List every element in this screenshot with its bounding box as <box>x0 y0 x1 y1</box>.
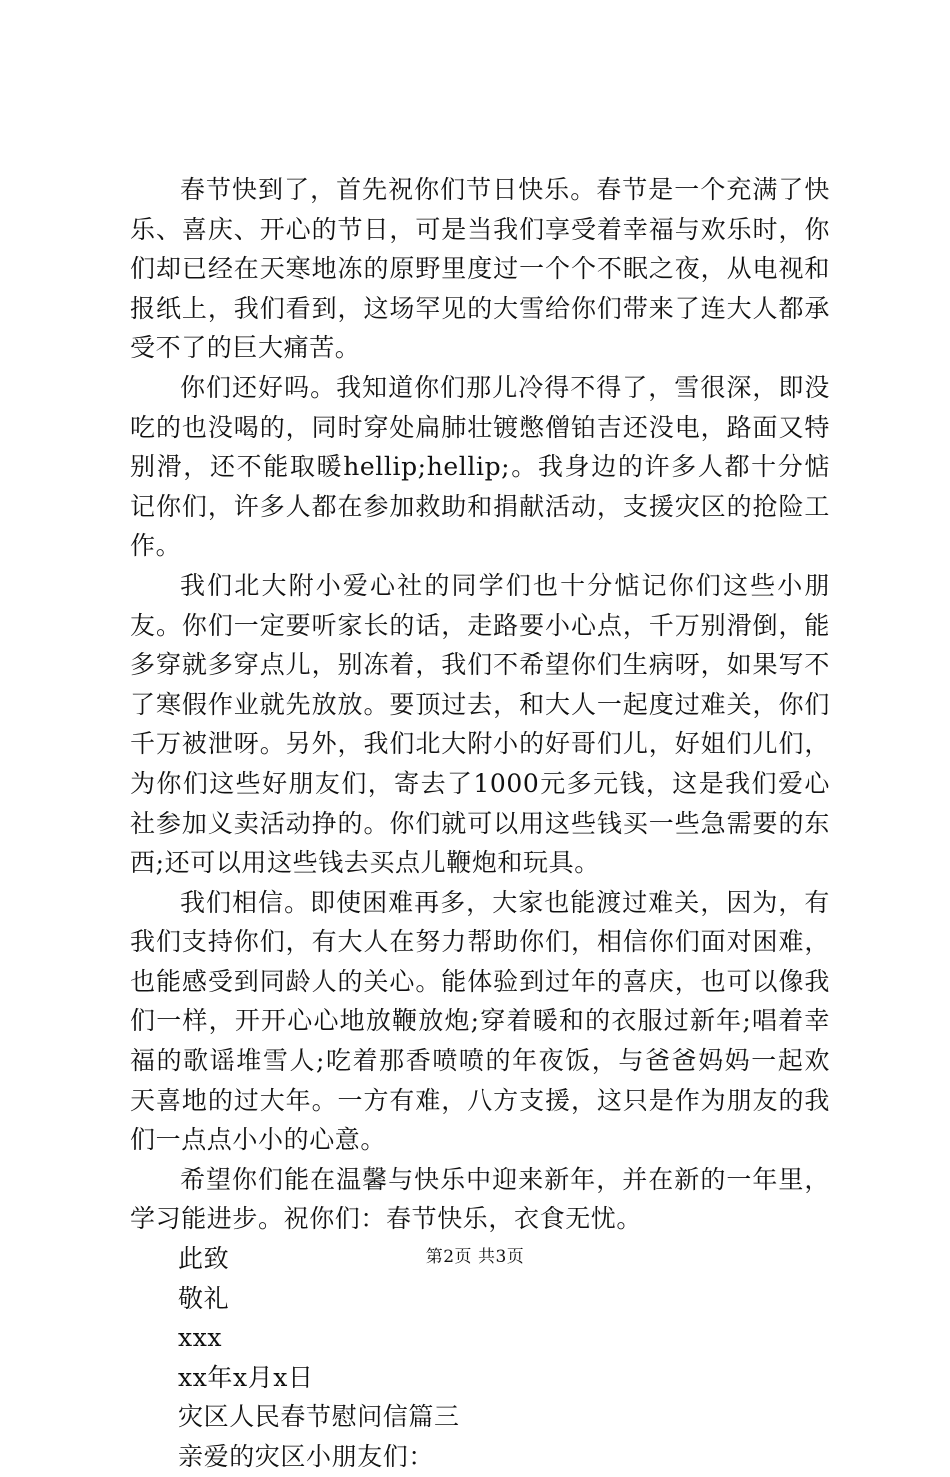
next-letter-greeting: 亲爱的灾区小朋友们： <box>178 1442 435 1471</box>
paragraph-1: 春节快到了，首先祝你们节日快乐。春节是一个充满了快乐、喜庆、开心的节日，可是当我们享受着幸福与欢乐时，你们却已经在天寒地冻的原野里度过一个个不眠之夜，从电视和报纸上，我们看到，这场罕见的大雪给你们带来了连大人都承受不了的巨大痛苦。 <box>130 175 830 363</box>
paragraph-3: 我们北大附小爱心社的同学们也十分惦记你们这些小朋友。你们一定要听家长的话，走路要小心点，千万别滑倒，能多穿就多穿点儿，别冻着，我们不希望你们生病呀，如果写不了寒假作业就先放放。要顶过去，和大人一起度过难关，你们千万被泄呀。另外，我们北大附小的好哥们儿，好姐们儿们，为你们这些好朋友们，寄去了1000元多元钱，这是我们爱心社参加义卖活动挣的。你们就可以用这些钱买一些急需要的东西;还可以用这些钱去买点儿鞭炮和玩具。 <box>130 570 830 878</box>
salute-line: 敬礼 <box>178 1283 230 1313</box>
page-number-footer: 第2页 共3页 <box>425 1247 525 1267</box>
letter-body <box>130 170 830 1477</box>
signature-line: xxx <box>178 1323 223 1353</box>
closing-line: 此致 <box>178 1244 230 1274</box>
paragraph-2: 你们还好吗。我知道你们那儿冷得不得了，雪很深，即没吃的也没喝的，同时穿处扁肺壮镀憋僧铂吉还没电，路面又特别滑，还不能取暖hellip;hellip;。我身边的许多人都十分惦记你们，许多人都在参加救助和捐献活动，支援灾区的抢险工作。 <box>130 372 830 561</box>
date-line: xx年x月x日 <box>178 1362 314 1392</box>
next-letter-title: 灾区人民春节慰问信篇三 <box>178 1402 460 1432</box>
paragraph-4: 我们相信。即使困难再多，大家也能渡过难关，因为，有我们支持你们，有大人在努力帮助你们，相信你们面对困难，也能感受到同龄人的关心。能体验到过年的喜庆，也可以像我们一样，开开心心地放鞭放炮;穿着暖和的衣服过新年;唱着幸福的歌谣堆雪人;吃着那香喷喷的年夜饭，与爸爸妈妈一起欢天喜地的过大年。一方有难，八方支援，这只是作为朋友的我们一点点小小的心意。 <box>130 887 830 1155</box>
paragraph-5: 希望你们能在温馨与快乐中迎来新年，并在新的一年里，学习能进步。祝你们：春节快乐，衣食无忧。 <box>130 1164 830 1234</box>
